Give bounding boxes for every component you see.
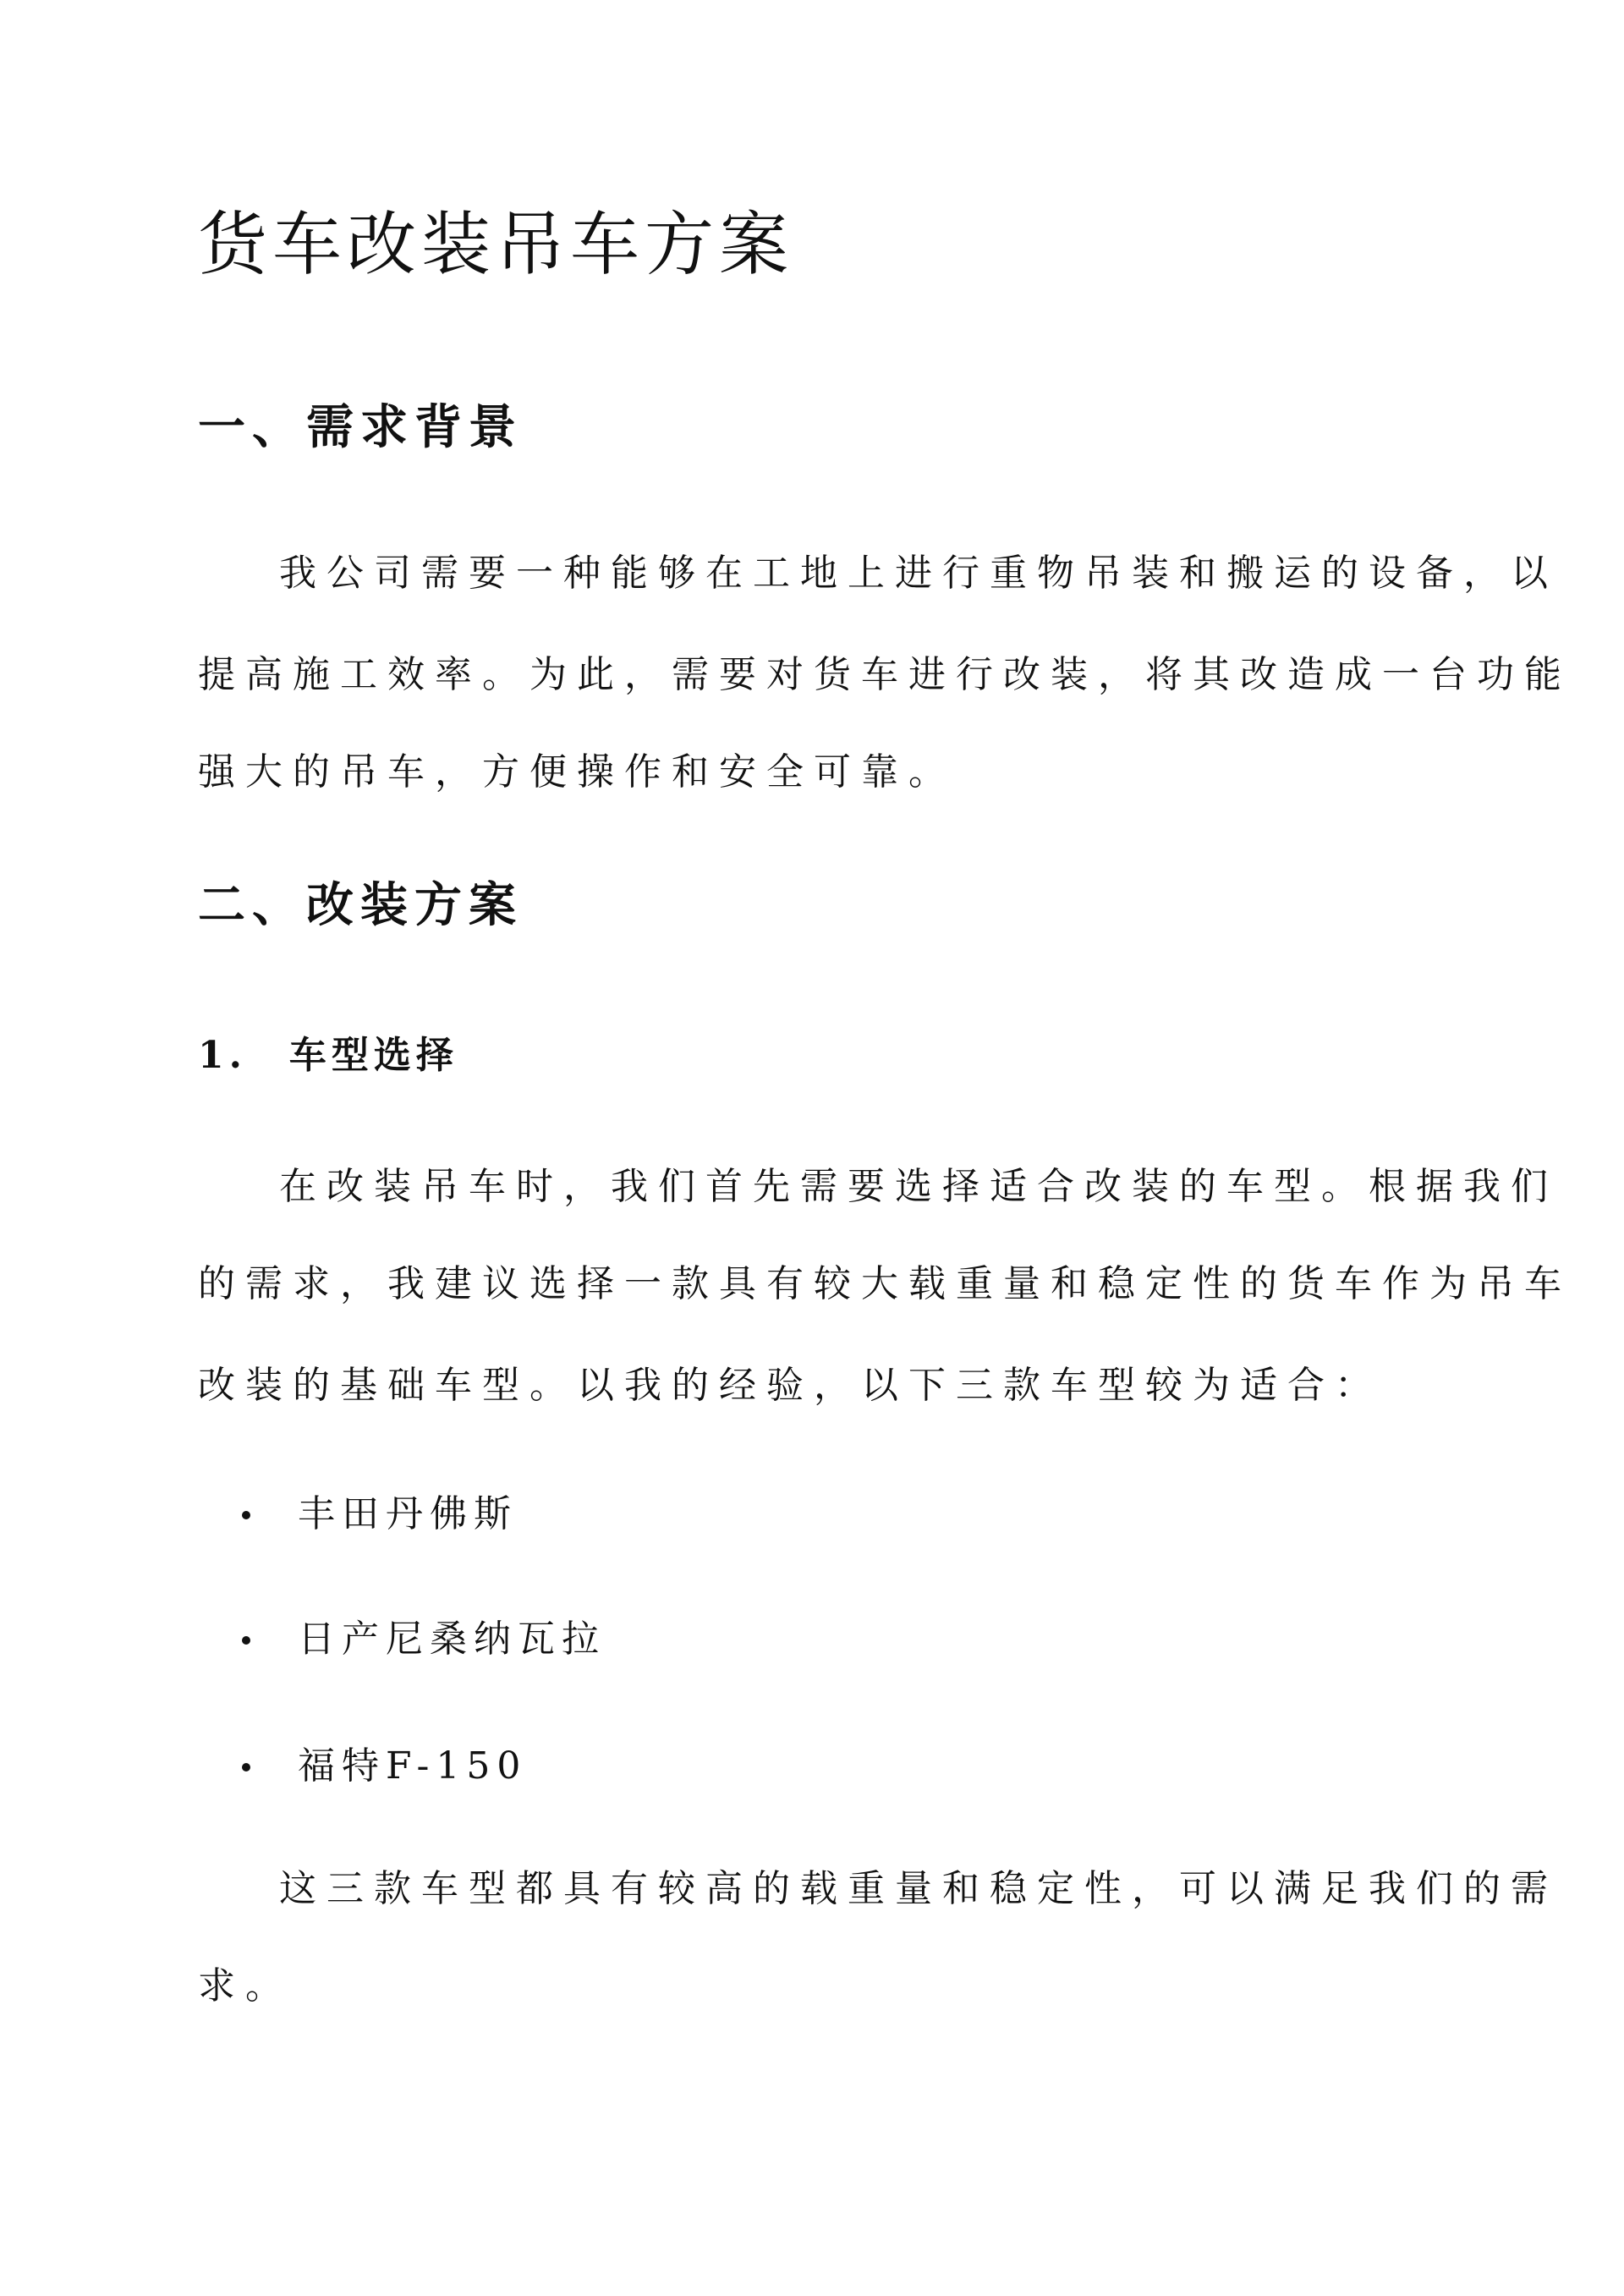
paragraph-line: 的需求，我建议选择一款具有较大载重量和稳定性的货车作为吊车 bbox=[198, 1262, 1572, 1305]
section-heading-background: 一、需求背景 bbox=[198, 399, 523, 455]
paragraph-line: 强大的吊车，方便操作和安全可靠。 bbox=[198, 750, 956, 794]
paragraph-line: 在改装吊车时，我们首先需要选择适合改装的车型。根据我们 bbox=[279, 1165, 1558, 1208]
paragraph-line: 提高施工效率。为此，需要对货车进行改装，将其改造成一台功能 bbox=[198, 653, 1572, 696]
subsection-heading-vehicle-selection: 1. 车型选择 bbox=[198, 1034, 458, 1077]
paragraph-line: 我公司需要一种能够在工地上进行重物吊装和搬运的设备，以 bbox=[279, 552, 1558, 595]
paragraph-line: 求。 bbox=[198, 1964, 293, 2008]
list-item-label: 丰田丹佛斯 bbox=[298, 1492, 518, 1535]
section-heading-plan: 二、改装方案 bbox=[198, 877, 523, 933]
list-item-label: 日产尼桑纳瓦拉 bbox=[298, 1618, 606, 1661]
paragraph-line: 改装的基础车型。以我的经验，以下三款车型较为适合： bbox=[198, 1364, 1382, 1407]
list-item-label: 福特F-150 bbox=[298, 1744, 528, 1788]
document-title: 货车改装吊车方案 bbox=[198, 205, 794, 285]
bullet-icon bbox=[242, 1636, 250, 1645]
bullet-icon bbox=[242, 1763, 250, 1771]
paragraph-line: 这三款车型都具有较高的载重量和稳定性，可以满足我们的需 bbox=[279, 1867, 1558, 1910]
bullet-icon bbox=[242, 1511, 250, 1519]
